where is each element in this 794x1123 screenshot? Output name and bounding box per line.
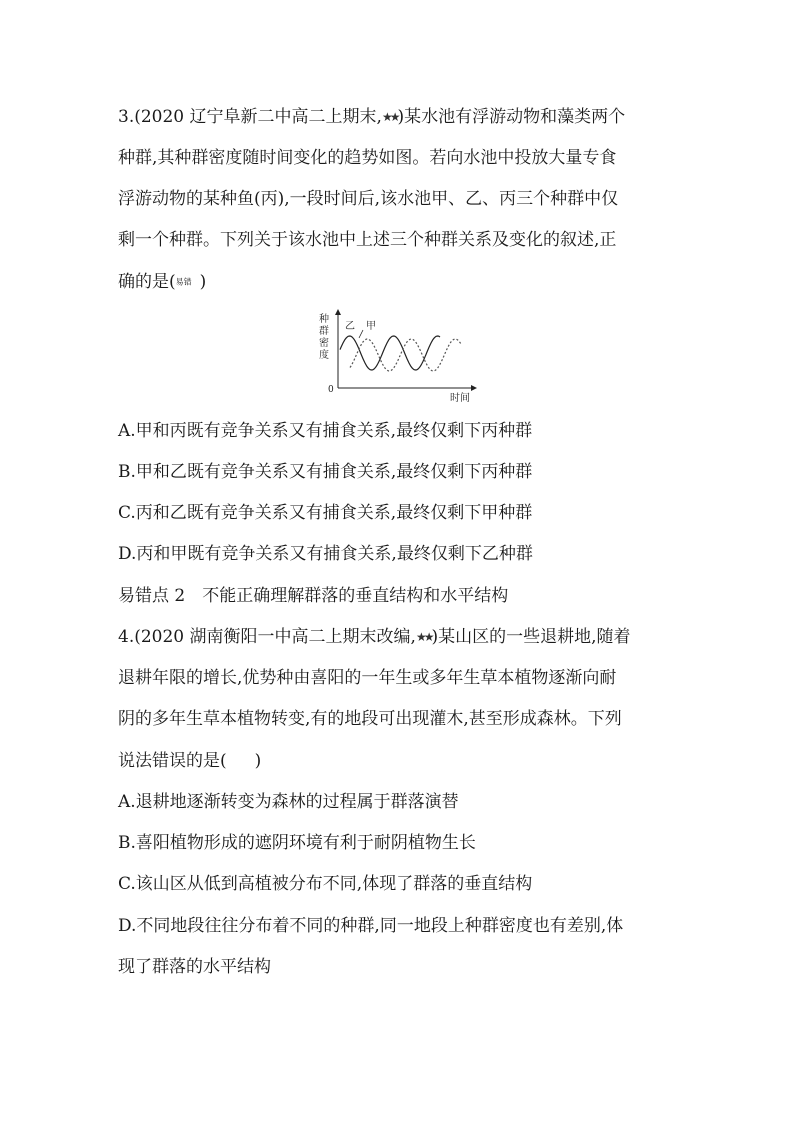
difficulty-stars-icon: ★★ xyxy=(381,110,398,124)
q4-option-d-continued: 现了群落的水平结构 xyxy=(118,957,271,977)
q4-stem-start: )某山区的一些退耕地,随着 xyxy=(431,627,631,647)
q3-option-c[interactable]: C.丙和乙既有竞争关系又有捕食关系,最终仅剩下甲种群 xyxy=(118,503,533,523)
label-jia: 甲 xyxy=(366,321,376,332)
q4-line-4 xyxy=(118,750,261,772)
section-heading: 易错点 2 不能正确理解群落的垂直结构和水平结构 xyxy=(118,586,509,606)
q4-option-d[interactable]: D.不同地段往往分布着不同的种群,同一地段上种群密度也有差别,体 xyxy=(118,916,624,936)
q3-option-a[interactable]: A.甲和丙既有竞争关系又有捕食关系,最终仅剩下丙种群 xyxy=(118,421,533,441)
q4-line-3: 阴的多年生草本植物转变,有的地段可出现灌木,甚至形成森林。下列 xyxy=(118,709,622,729)
q4-source: 4.(2020 湖南衡阳一中高二上期末改编, xyxy=(118,627,416,647)
q3-source: 3.(2020 辽宁阜新二中高二上期末, xyxy=(118,107,382,127)
x-label: 时间 xyxy=(450,393,470,404)
q3-stem-end: 确的是( xyxy=(118,272,176,292)
q3-option-b[interactable]: B.甲和乙既有竞争关系又有捕食关系,最终仅剩下丙种群 xyxy=(118,462,533,482)
y-label-char: 种 xyxy=(319,314,329,325)
q4-stem-end: 说法错误的是( xyxy=(118,751,227,771)
q3-paren-close: ) xyxy=(199,272,207,292)
q3-option-d[interactable]: D.丙和甲既有竞争关系又有捕食关系,最终仅剩下乙种群 xyxy=(118,544,533,564)
q4-option-c[interactable]: C.该山区从低到高植被分布不同,体现了群落的垂直结构 xyxy=(118,874,533,894)
origin-label: 0 xyxy=(328,385,334,395)
y-label-char: 度 xyxy=(319,350,329,361)
y-label-char: 群 xyxy=(319,326,329,337)
q4-option-b[interactable]: B.喜阳植物形成的遮阴环境有利于耐阴植物生长 xyxy=(118,833,476,853)
q4-line-2: 退耕年限的增长,优势种由喜阳的一年生或多年生草本植物逐渐向耐 xyxy=(118,668,617,688)
q3-line-2: 种群,其种群密度随时间变化的趋势如图。若向水池中投放大量专食 xyxy=(118,148,617,168)
error-prone-tag: 易错 xyxy=(175,277,192,287)
q3-line-5 xyxy=(118,271,206,294)
curve-yi xyxy=(340,336,440,370)
q3-line-4: 剩一个种群。下列关于该水池中上述三个种群关系及变化的叙述,正 xyxy=(118,230,617,250)
population-density-chart xyxy=(316,308,480,404)
label-jia-leader xyxy=(359,330,363,338)
q4-paren-close: ) xyxy=(254,751,262,771)
q4-line-1 xyxy=(118,626,631,649)
difficulty-stars-icon: ★★ xyxy=(415,630,432,644)
q4-option-a[interactable]: A.退耕地逐渐转变为森林的过程属于群落演替 xyxy=(118,792,459,812)
population-density-figure xyxy=(316,308,480,404)
label-yi: 乙 xyxy=(345,321,355,332)
q3-stem-start: )某水池有浮游动物和藻类两个 xyxy=(397,107,626,127)
q3-line-1 xyxy=(118,106,625,129)
y-label-char: 密 xyxy=(319,338,329,349)
q3-line-3: 浮游动物的某种鱼(丙),一段时间后,该水池甲、乙、丙三个种群中仅 xyxy=(118,189,619,209)
